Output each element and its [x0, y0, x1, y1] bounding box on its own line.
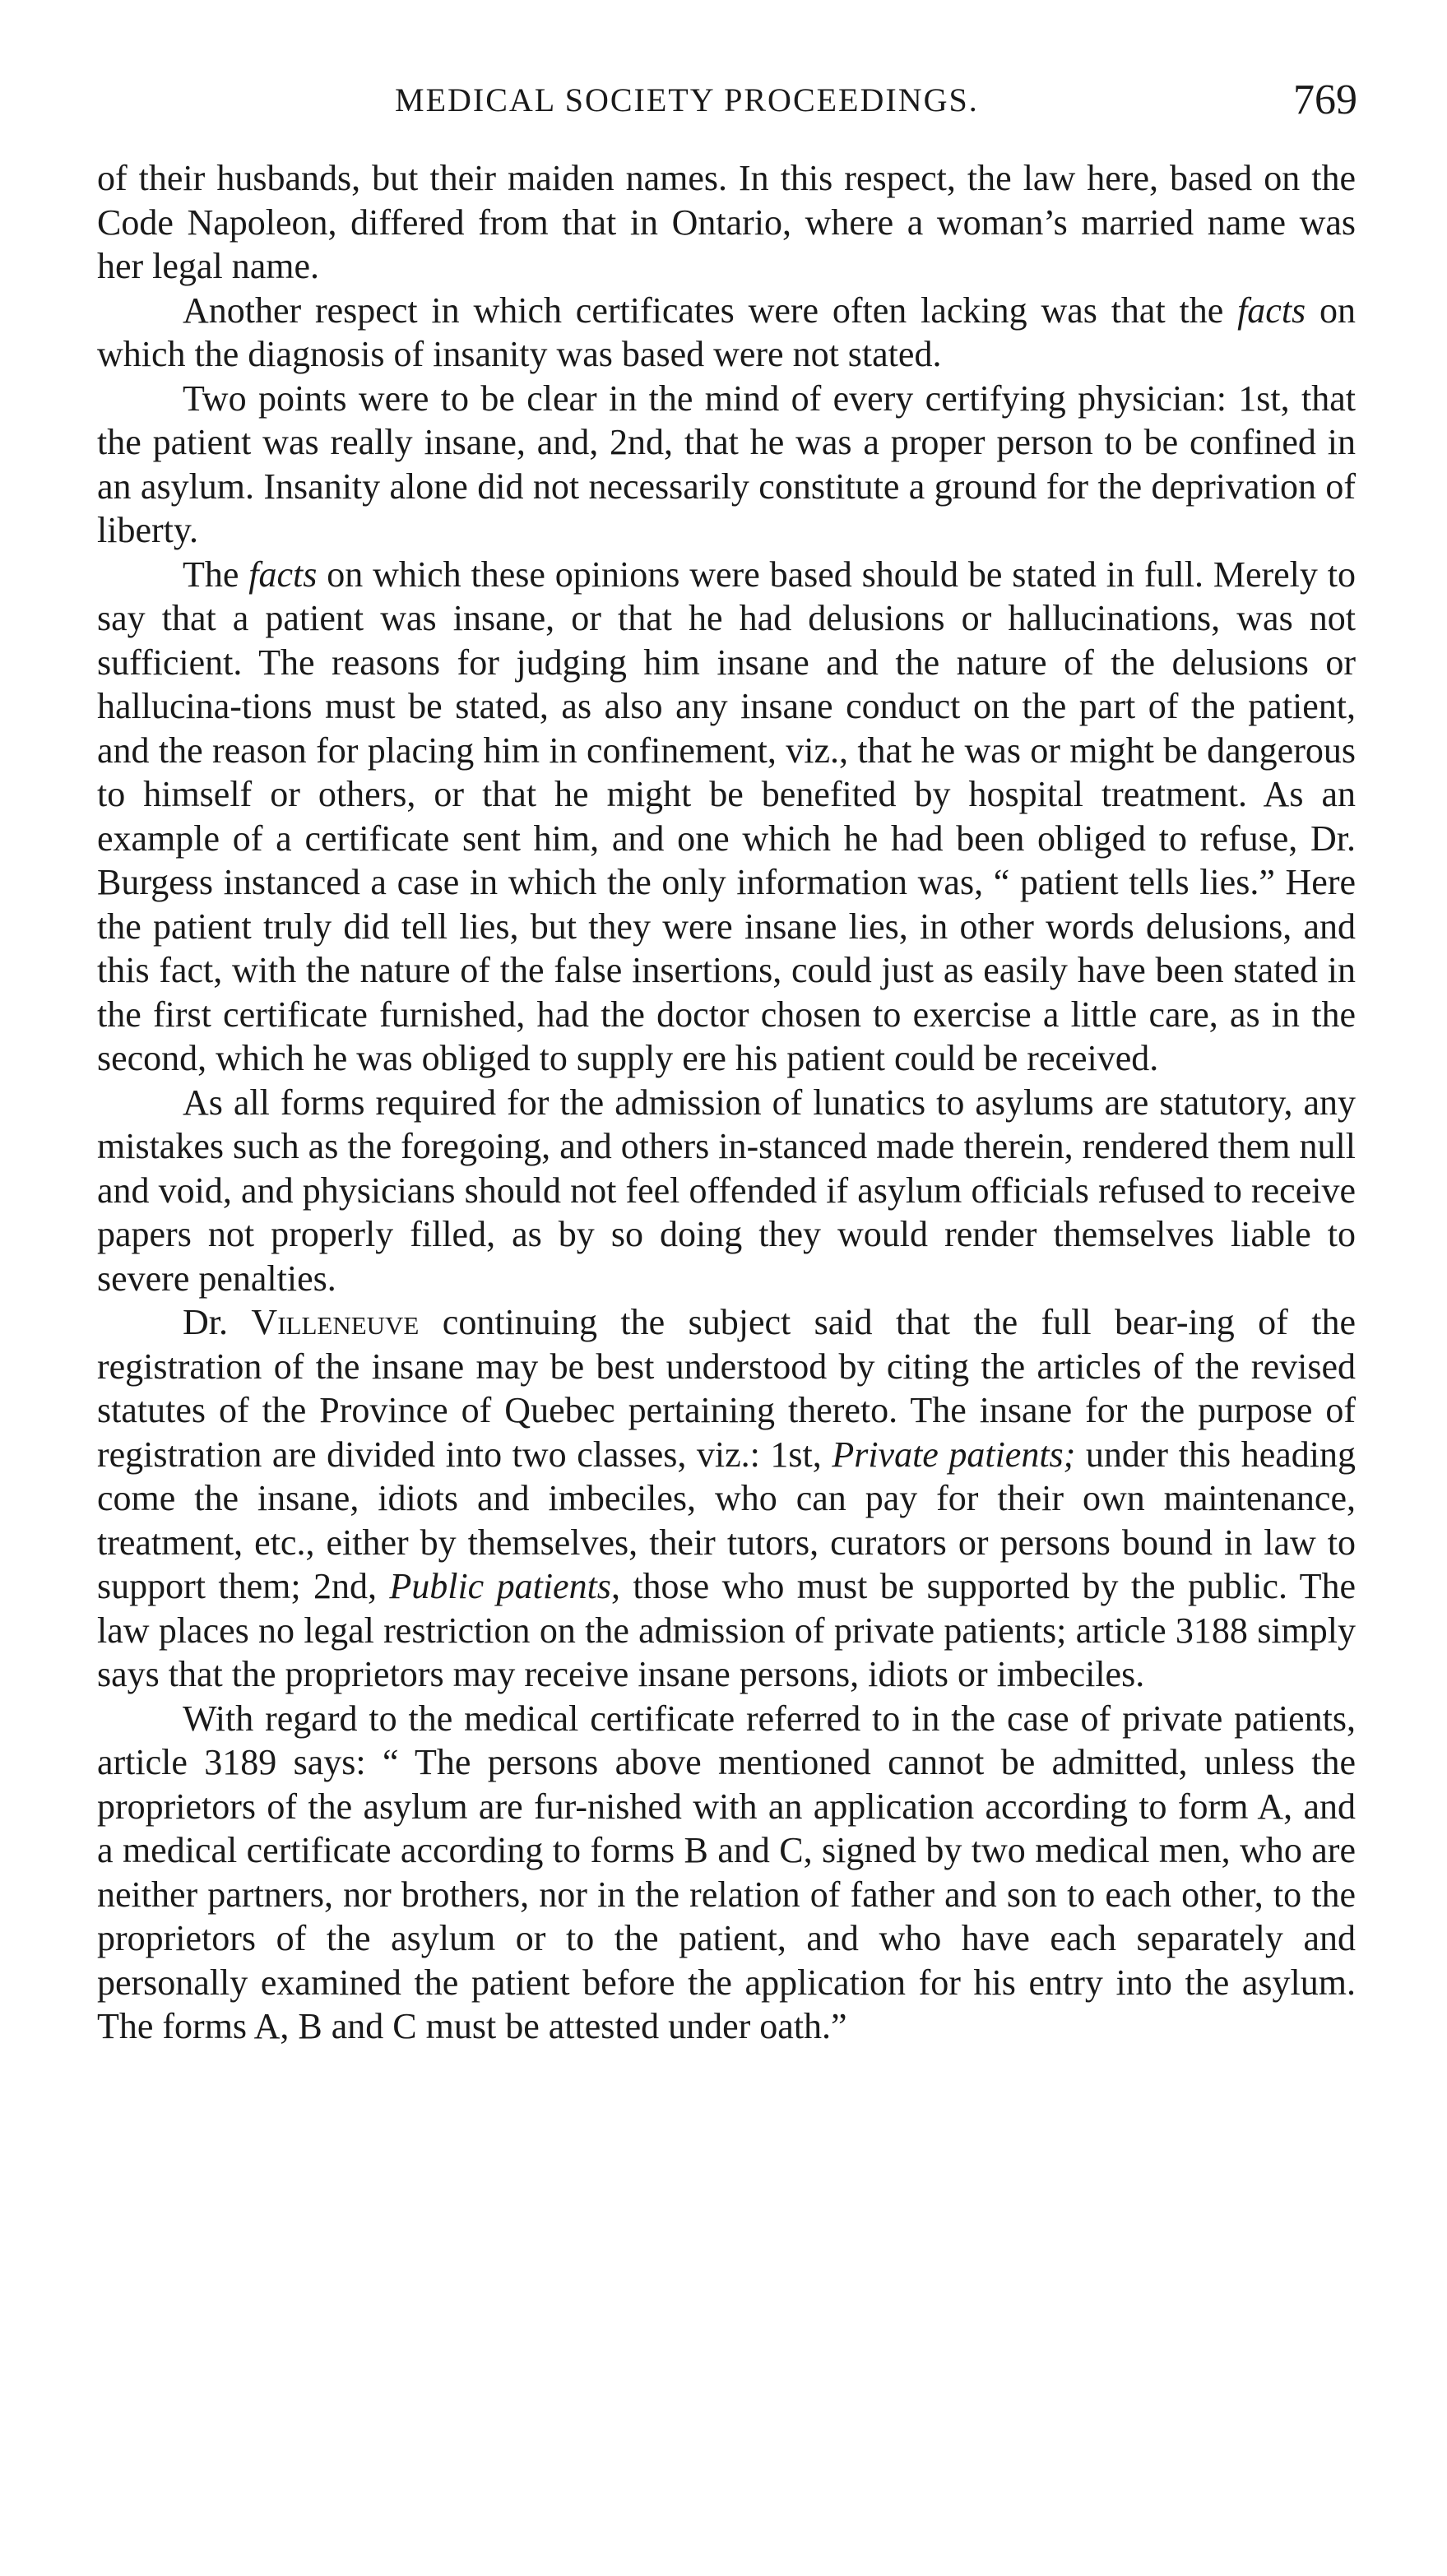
- smallcaps-name: Villeneuve: [251, 1302, 420, 1342]
- italic-text: facts: [1237, 290, 1306, 331]
- paragraph: [97, 156, 1356, 289]
- text-run: on which these opinions were based should be stated in full. Merely to say that a patient was insane, or that he had delusions or hallucinations, was not sufficient. The reasons for judging him insane and the nature of the delusions or hallucina-tions must be stated, as also any insane conduct on the part of the patient, and the reason for placing him in confinement, viz., that he was or might be dangerous to himself or others, or that he might be benefited by hospital treatment. As an example of a certificate sent him, and one which he had been obliged to refuse, Dr. Burgess instanced a case in which the only information was, “ patient tells lies.” Here the patient truly did tell lies, but they were insane lies, in other words delusions, and this fact, with the nature of the false insertions, could just as easily have been stated in the first certificate furnished, had the doctor chosen to exercise a little care, as in the second, which he was obliged to supply ere his patient could be received.: [97, 554, 1357, 1078]
- page-number: 769: [1293, 76, 1357, 123]
- paragraph: [97, 1300, 1356, 1697]
- italic-text: facts: [248, 554, 318, 595]
- running-head: [99, 76, 1357, 125]
- running-title: MEDICAL SOCIETY PROCEEDINGS.: [395, 81, 979, 118]
- paragraph: [97, 289, 1356, 377]
- text-run: on which the diagnosis of insanity was based were not stated.: [97, 290, 1357, 374]
- text-run: , those who must be supported by the public. The law places no legal restriction on the admission of private patients; article 3188 simply says that the proprietors may receive insane persons, idiots or imbeciles.: [97, 1566, 1357, 1694]
- text-run: With regard to the medical certificate referred to in the case of private patients, article 3189 says: “ The persons above mentioned cannot be admitted, unless the proprietors of the asylum are fur-nished with an application according to form A, and a medical certificate according to forms B and C, signed by two medical men, who are neither partners, nor brothers, nor in the relation of father and son to each other, to the proprietors of the asylum or to the patient, and who have each separately and personally examined the patient before the application for his entry into the asylum. The forms A, B and C must be attested under oath.”: [97, 1698, 1356, 2046]
- text-run: Dr.: [183, 1302, 252, 1342]
- text-run: Two points were to be clear in the mind of every certifying physician: 1st, that the patient was really insane, and, 2nd, that he was a proper person to be confined in an asylum. Insanity alone did not necessarily constitute a ground for the deprivation of liberty.: [97, 378, 1356, 550]
- text-run: As all forms required for the admission of lunatics to asylums are statutory, any mistakes such as the foregoing, and others in-stanced made therein, rendered them null and void, and physicians should not feel offended if asylum officials refused to receive papers not properly filled, as by so doing they would render themselves liable to severe penalties.: [97, 1082, 1356, 1299]
- text-run: of their husbands, but their maiden names. In this respect, the law here, based on the Code Napoleon, differed from that in Ontario, where a woman’s married name was her legal name.: [97, 158, 1356, 286]
- italic-text: Public patients: [389, 1566, 611, 1606]
- paragraph: [97, 553, 1356, 1081]
- paragraph: [97, 1697, 1356, 2049]
- text-run: Another respect in which certificates were often lacking was that the: [183, 290, 1238, 331]
- italic-text: Private patients;: [832, 1434, 1076, 1475]
- text-run: continuing the subject said that the full bear-ing of the registration of the insane may be best understood by citing the articles of the revised statutes of the Province of Quebec pertaining thereto. The insane for the purpose of registration are divided into two classes, viz.: 1st,: [97, 1302, 1356, 1475]
- paragraph: [97, 377, 1356, 553]
- body-text: [97, 156, 1356, 2049]
- paragraph: [97, 1081, 1356, 1301]
- text-run: The: [183, 554, 249, 595]
- text-run: under this heading come the insane, idiots and imbeciles, who can pay for their own maintenance, treatment, etc., either by themselves, their tutors, curators or persons bound in law to support them; 2nd,: [97, 1434, 1356, 1606]
